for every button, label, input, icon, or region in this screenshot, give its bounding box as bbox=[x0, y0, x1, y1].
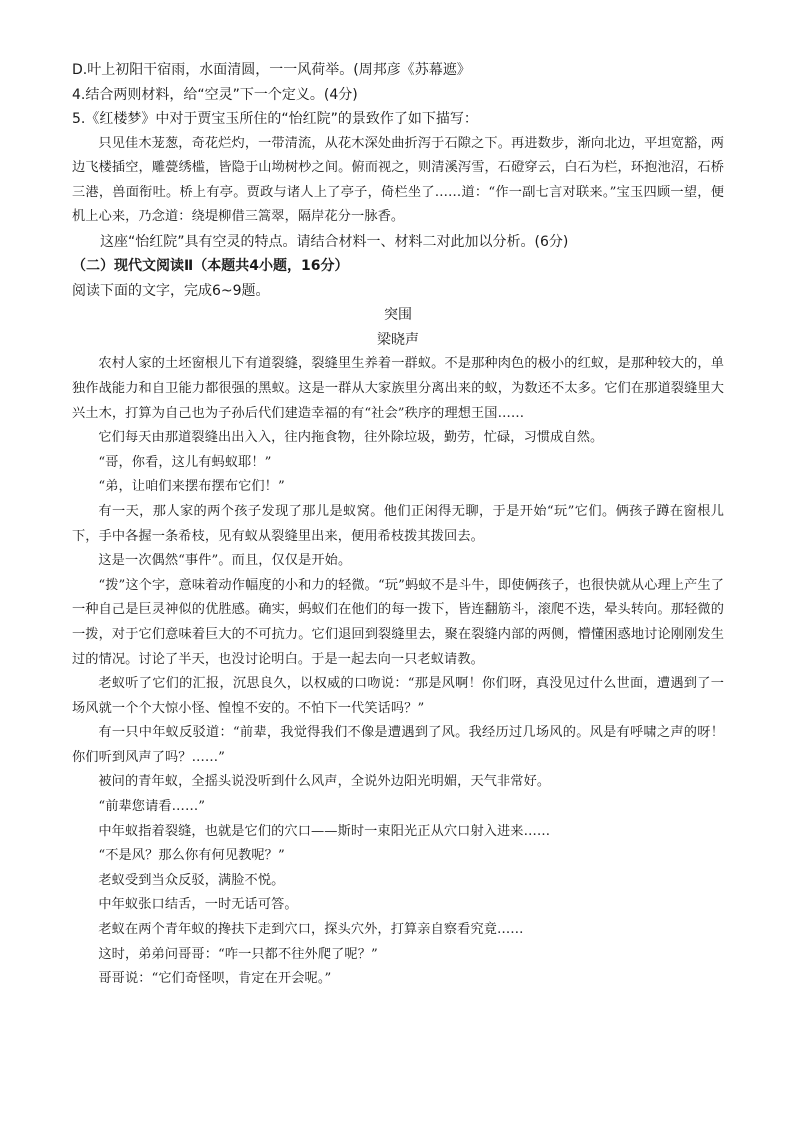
article-paragraph: 它们每天由那道裂缝出出入入，往内拖食物，往外除垃圾，勤劳，忙碌，习惯成自然。 bbox=[98, 430, 604, 446]
article-paragraph: 有一天，那人家的两个孩子发现了那儿是蚁窝。他们正闲得无聊，于是开始“玩”它们。俩孩子蹲在窗根儿下，手中各握一条希枝，见有蚁从裂缝里出来，便用希枝拨其拨回去。 bbox=[72, 503, 724, 544]
article-author: 梁晓声 bbox=[377, 331, 419, 348]
article-paragraph: 农村人家的土坯窗根儿下有道裂缝，裂缝里生养着一群蚁。不是那种肉色的极小的红蚁，是那种较大的，单独作战能力和自卫能力都很强的黑蚁。这是一群从大家族里分离出来的蚁，为数还不太多。它们在那道裂缝里大兴土木，打算为自己也为子孙后代们建造幸福的有“社会”秩序的理想王国…… bbox=[72, 356, 724, 421]
question-4: 4.结合两则材料，给“空灵”下一个定义。(4分) bbox=[72, 86, 358, 103]
article-paragraph: 这时，弟弟问哥哥：“咋一只都不往外爬了呢？” bbox=[98, 946, 378, 962]
option-d: D.叶上初阳干宿雨，水面清圆，一一风荷举。(周邦彦《苏幕遮》 bbox=[72, 62, 471, 78]
article-paragraph: 老蚁在两个青年蚁的搀扶下走到穴口，探头穴外，打算亲自察看究竟…… bbox=[98, 922, 524, 938]
article-paragraph: 有一只中年蚁反驳道：“前辈，我觉得我们不像是遭遇到了风。我经历过几场风的。风是有呼啸之声的呀！你们听到风声了吗？……” bbox=[72, 725, 724, 765]
section-instruction: 阅读下面的文字，完成6~9题。 bbox=[72, 282, 270, 299]
article-paragraph: “弟，让咱们来摆布摆布它们！” bbox=[98, 479, 285, 495]
article-paragraph: “拨”这个字，意味着动作幅度的小和力的轻微。“玩”蚂蚁不是斗牛，即使俩孩子，也很快就从心理上产生了一种自己是巨灵神似的优胜感。确实，蚂蚁们在他们的每一拨下，皆连翻筋斗，滚爬不迭，晕头转向。那轻微的一拨，对于它们意味着巨大的不可抗力。它们退回到裂缝里去，聚在裂缝内部的两侧，懵懂困惑地讨论刚刚发生过的情况。讨论了半天，也没讨论明白。于是一起去向一只老蚁请教。 bbox=[72, 577, 724, 667]
question-5: 5.《红楼梦》中对于贾宝玉所住的“怡红院”的景致作了如下描写： bbox=[72, 111, 478, 127]
question-5-task: 这座“怡红院”具有空灵的特点。请结合材料一、材料二对此加以分析。(6分) bbox=[100, 233, 569, 250]
article-paragraph: 被问的青年蚁，全摇头说没听到什么风声，全说外边阳光明媚，天气非常好。 bbox=[98, 774, 551, 790]
article-paragraph: 老蚁受到当众反驳，满脸不悦。 bbox=[98, 872, 285, 888]
question-5-quote: 只见佳木茏葱，奇花烂灼，一带清流，从花木深处曲折泻于石隙之下。再进数步，渐向北边，平坦宽豁，两边飞楼插空，雕甍绣槛，皆隐于山坳树杪之间。俯而视之，则清溪泻雪，石磴穿云，白石为栏，环抱池沼，石桥三港，兽面衔吐。桥上有亭。贾政与诸人上了亭子，倚栏坐了……道：“作一副七言对联来。”宝玉四顾一望，便机上心来，乃念道：绕堤柳借三篙翠，隔岸花分一脉香。 bbox=[72, 135, 724, 225]
article-paragraph: “哥，你看，这儿有蚂蚁耶！” bbox=[98, 454, 272, 470]
article-paragraph: 哥哥说：“它们奇怪呗，肯定在开会呢。” bbox=[98, 971, 332, 987]
article-paragraph: “不是风？那么你有何见教呢？” bbox=[98, 848, 285, 864]
article-paragraph: 老蚁听了它们的汇报，沉思良久，以权威的口吻说：“那是风啊！你们呀，真没见过什么世面，遭遇到了一场风就一个个大惊小怪、惶惶不安的。不怕下一代笑话吗？” bbox=[72, 676, 724, 716]
article-title: 突围 bbox=[384, 307, 412, 324]
article-paragraph: 中年蚁张口结舌，一时无话可答。 bbox=[98, 897, 298, 913]
article-paragraph: 中年蚁指着裂缝，也就是它们的穴口——斯时一束阳光正从穴口射入进来…… bbox=[98, 823, 551, 839]
article-paragraph: “前辈您请看……” bbox=[98, 799, 206, 815]
article-paragraph: 这是一次偶然“事件”。而且，仅仅是开始。 bbox=[98, 553, 352, 569]
exam-page bbox=[72, 58, 724, 992]
section-heading: （二）现代文阅读Ⅱ（本题共4小题，16分） bbox=[72, 258, 349, 275]
